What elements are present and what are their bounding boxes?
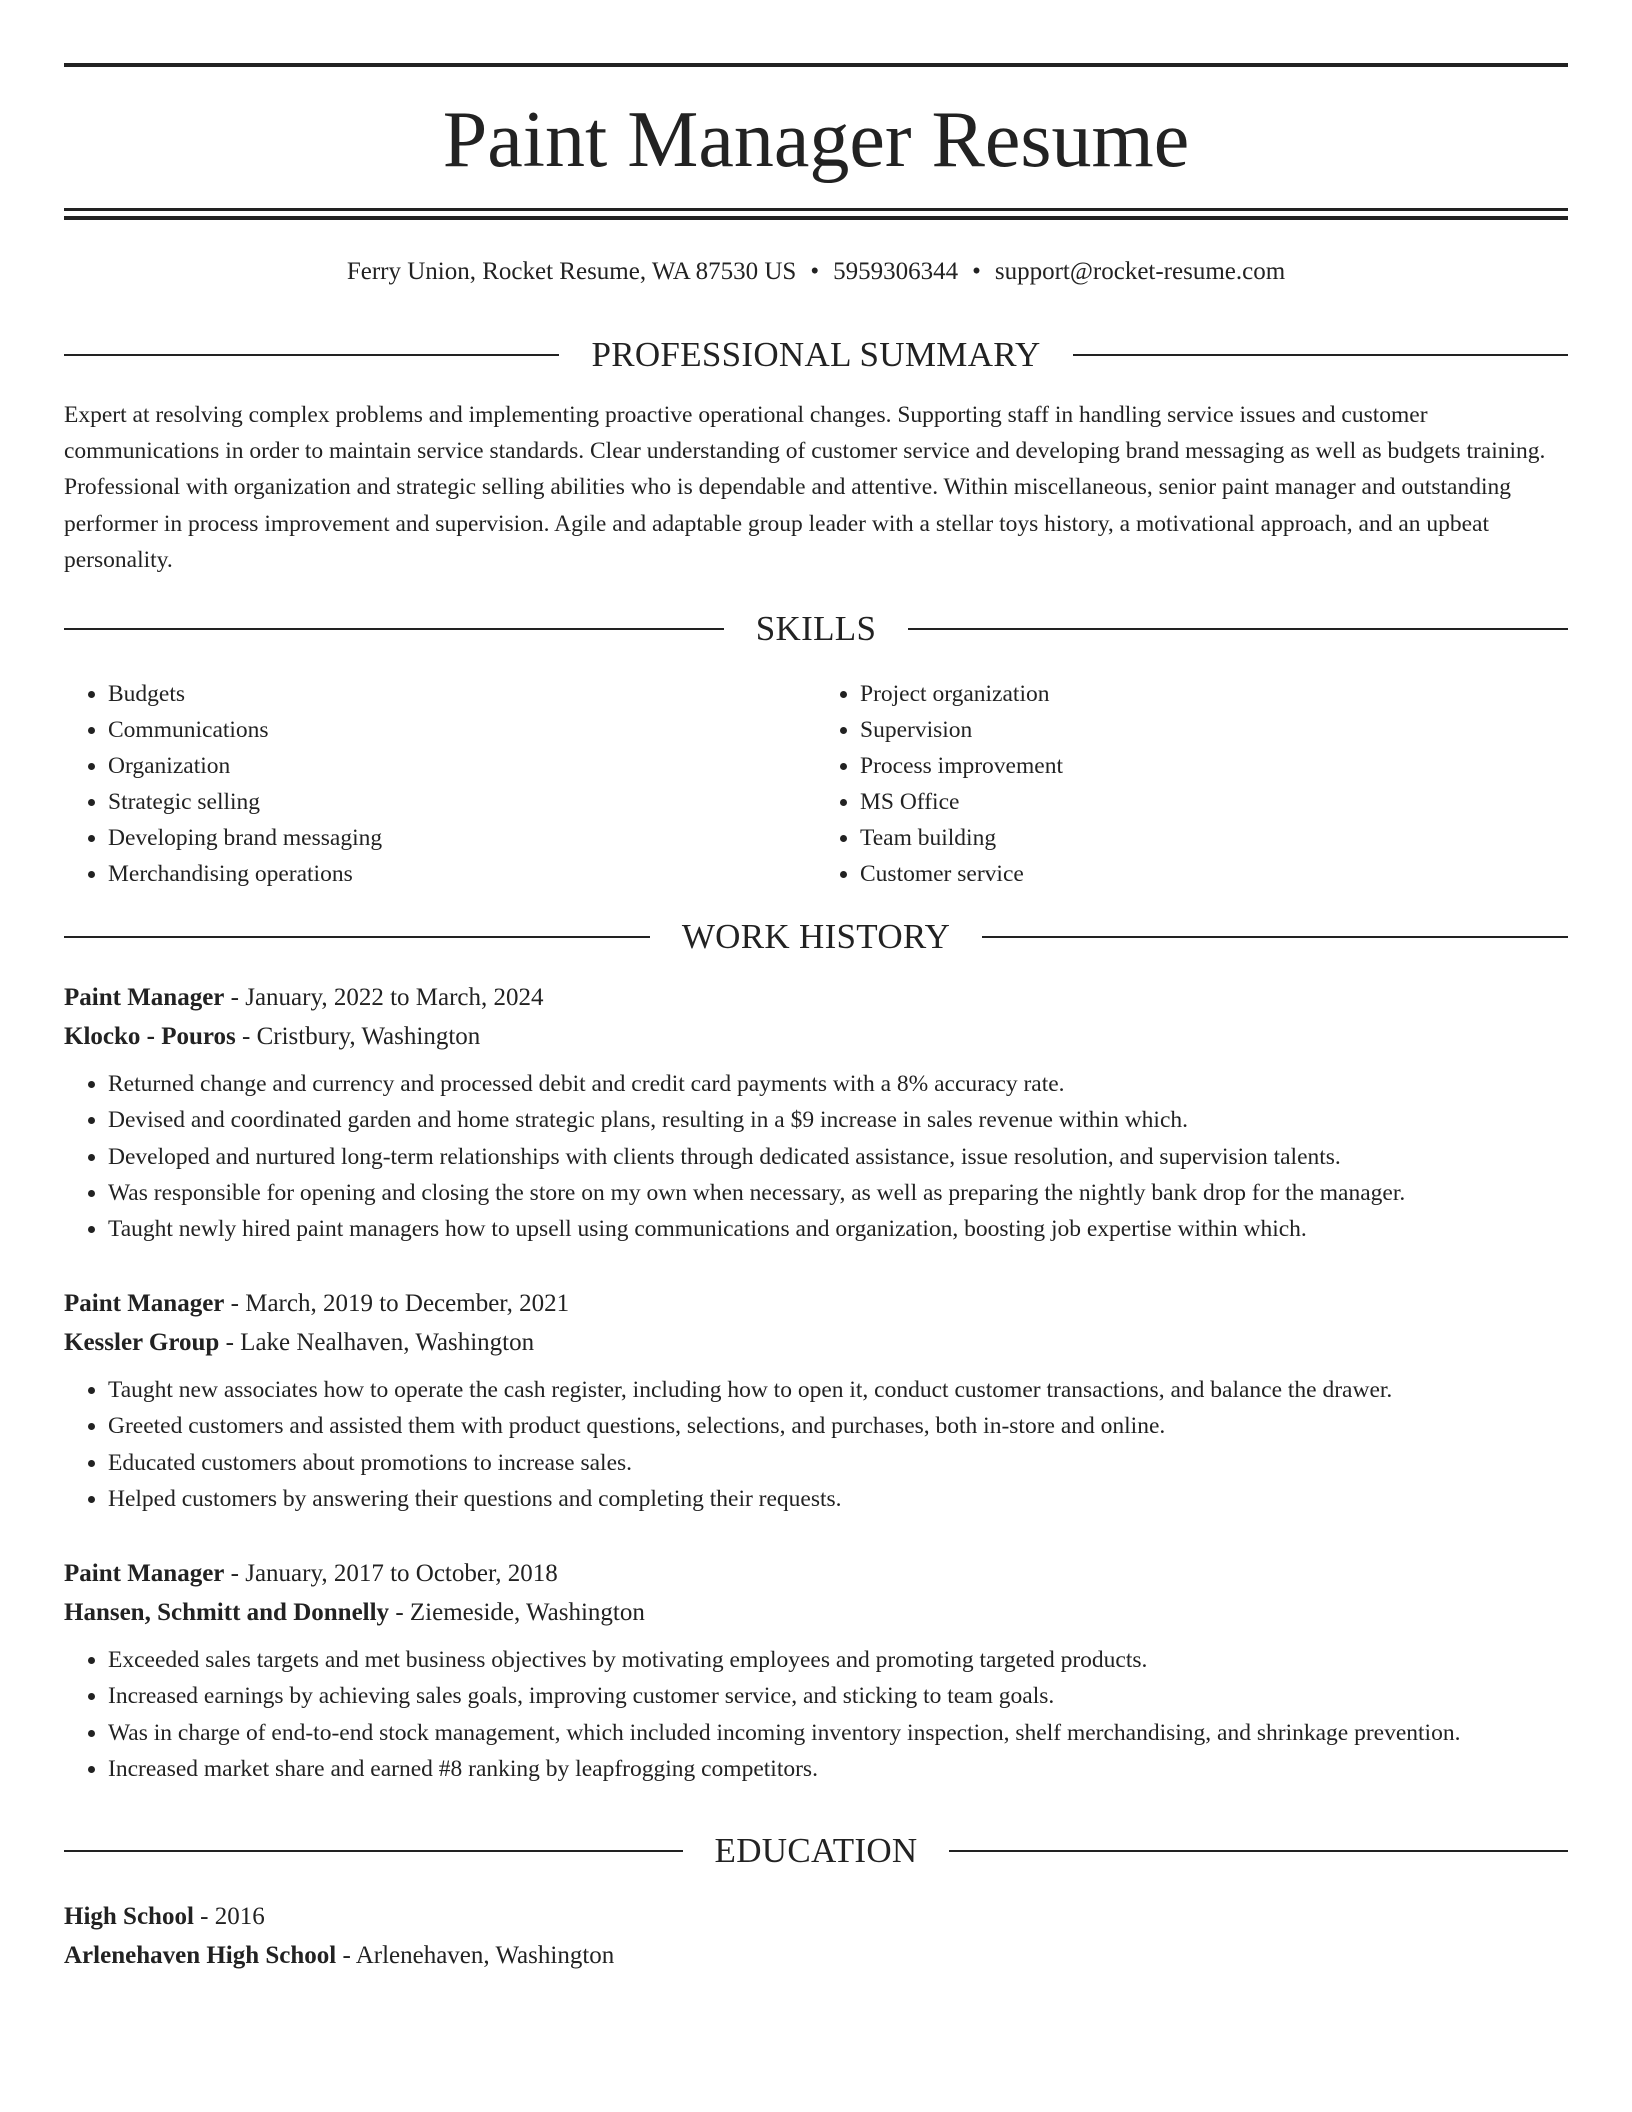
job-bullets [64,1066,1568,1247]
skill-item: • Project organization [860,676,1568,712]
education-entry [64,1897,1568,1975]
job-company-line [64,1593,1568,1632]
section-title: PROFESSIONAL SUMMARY [591,335,1041,374]
job-bullet: • Was responsible for opening and closing the store on my own when necessary, as well as preparing the nightly bank drop for the manager. [108,1175,1568,1211]
job-bullets [64,1642,1568,1787]
job-bullet: • Greeted customers and assisted them with product questions, selections, and purchases, both in-store and online. [108,1408,1568,1444]
job-dates: - January, 2022 to March, 2024 [224,984,544,1011]
skill-item: • Merchandising operations [108,856,816,892]
job-bullet: • Returned change and currency and processed debit and credit card payments with a 8% accuracy rate. [108,1066,1568,1102]
job-title-line [64,1554,1568,1593]
job-bullet: • Exceeded sales targets and met business objectives by motivating employees and promoting targeted products. [108,1642,1568,1678]
skill-item: • Strategic selling [108,784,816,820]
section-title: EDUCATION [714,1831,918,1870]
education-degree-line [64,1897,1568,1936]
heading-rule [982,936,1568,938]
job-bullet: • Taught new associates how to operate the cash register, including how to open it, conduct customer transactions, and balance the drawer. [108,1372,1568,1408]
skill-item: • Process improvement [860,748,1568,784]
section-heading-skills [64,607,1568,651]
job-bullet: • Was in charge of end-to-end stock management, which included incoming inventory inspection, shelf merchandising, and shrinkage prevention. [108,1715,1568,1751]
skill-item: • Organization [108,748,816,784]
job-role: Paint Manager [64,1560,225,1587]
contact-address: Ferry Union, Rocket Resume, WA 87530 US [346,258,797,285]
contact-separator: • [972,258,981,285]
job-location: - Cristbury, Washington [235,1023,481,1050]
job-entry [64,1284,1568,1517]
job-role: Paint Manager [64,984,225,1011]
job-bullet: • Increased earnings by achieving sales goals, improving customer service, and sticking to team goals. [108,1678,1568,1714]
skills-list [64,676,1568,892]
skills-column-right [816,676,1568,892]
job-entry [64,1554,1568,1787]
skill-item: • Communications [108,712,816,748]
education-location: - Arlenehaven, Washington [336,1942,615,1969]
job-title-line [64,978,1568,1017]
job-bullet: • Devised and coordinated garden and home strategic plans, resulting in a $9 increase in sales revenue within which. [108,1102,1568,1138]
heading-rule [1073,354,1568,356]
job-bullet: • Taught newly hired paint managers how to upsell using communications and organization, boosting job expertise within which. [108,1211,1568,1247]
heading-rule [64,354,559,356]
section-title: WORK HISTORY [681,917,951,956]
job-bullet: • Educated customers about promotions to increase sales. [108,1445,1568,1481]
job-bullet: • Developed and nurtured long-term relationships with clients through dedicated assistance, issue resolution, and supervision talents. [108,1139,1568,1175]
job-company-line [64,1017,1568,1056]
job-title-line [64,1284,1568,1323]
education-degree: High School [64,1903,194,1930]
education-year: - 2016 [193,1903,265,1930]
job-bullets [64,1372,1568,1517]
double-rule [64,208,1568,220]
top-rule [64,63,1568,67]
heading-rule [908,628,1568,630]
section-title: SKILLS [755,609,877,648]
job-company: Kessler Group [64,1329,220,1356]
heading-rule [64,1850,683,1852]
page-title: Paint Manager Resume [442,96,1190,184]
section-heading-education [64,1829,1568,1873]
contact-email: support@rocket-resume.com [994,258,1286,285]
section-heading-work [64,915,1568,959]
contact-line [64,254,1568,290]
skill-item: • Budgets [108,676,816,712]
job-bullet: • Helped customers by answering their questions and completing their requests. [108,1481,1568,1517]
skills-column-left [64,676,816,892]
job-company: Klocko - Pouros [64,1023,236,1050]
heading-rule [949,1850,1568,1852]
job-location: - Ziemeside, Washington [389,1599,645,1626]
job-company: Hansen, Schmitt and Donnelly [64,1599,390,1626]
section-heading-summary [64,333,1568,377]
skill-item: • Supervision [860,712,1568,748]
heading-rule [64,628,724,630]
job-entry [64,978,1568,1247]
job-company-line [64,1323,1568,1362]
education-school-line [64,1936,1568,1975]
job-dates: - March, 2019 to December, 2021 [224,1290,570,1317]
skill-item: • Developing brand messaging [108,820,816,856]
education-school: Arlenehaven High School [64,1942,337,1969]
summary-text: Expert at resolving complex problems and implementing proactive operational changes. Supporting staff in handling service issues and customer communications in order to maintain service standards. Clear understanding of customer service and developing brand messaging as well as budgets training. Professional with organization and strategic selling abilities who is dependable and attentive. Within miscellaneous, senior paint manager and outstanding performer in process improvement and supervision. Agile and adaptable group leader with a stellar toys history, a motivational approach, and an upbeat personality. [64,402,1546,573]
job-location: - Lake Nealhaven, Washington [219,1329,535,1356]
job-role: Paint Manager [64,1290,225,1317]
skill-item: • Team building [860,820,1568,856]
job-bullet: • Increased market share and earned #8 ranking by leapfrogging competitors. [108,1751,1568,1787]
skill-item: • MS Office [860,784,1568,820]
contact-phone: 5959306344 [833,258,959,285]
job-dates: - January, 2017 to October, 2018 [224,1560,558,1587]
heading-rule [64,936,650,938]
contact-separator: • [810,258,820,285]
skill-item: • Customer service [860,856,1568,892]
